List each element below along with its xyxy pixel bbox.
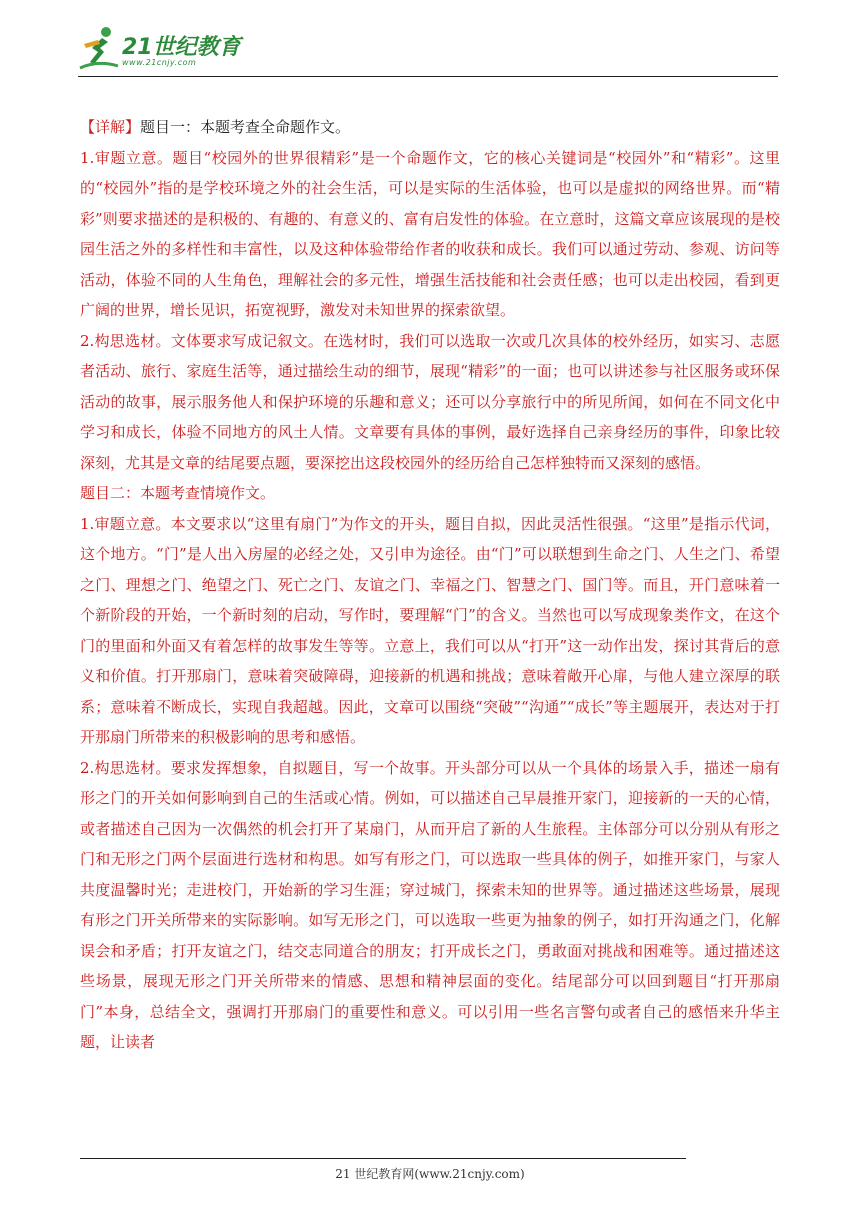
header-divider — [78, 76, 778, 77]
logo-text: 21世纪教育 — [122, 35, 241, 60]
page-header — [78, 24, 778, 80]
paragraph — [80, 112, 780, 143]
document-body — [80, 112, 780, 1058]
runner-logo-icon — [78, 24, 122, 72]
paragraph-text: 2.构思选材。要求发挥想象，自拟题目，写一个故事。开头部分可以从一个具体的场景入手，描述一扇有形之门的开关如何影响到自己的生活或心情。例如，可以描述自己早晨推开家门，迎接新的一天的心情，或者描述自己因为一次偶然的机会打开了某扇门，从而开启了新的人生旅程。主体部分可以分别从有形之门和无形之门两个层面进行选材和构思。如写有形之门，可以选取一些具体的例子，如推开家门，与家人共度温馨时光；走进校门，开始新的学习生涯；穿过城门，探索未知的世界等。通过描述这些场景，展现有形之门开关所带来的实际影响。如写无形之门，可以选取一些更为抽象的例子，如打开沟通之门，化解误会和矛盾；打开友谊之门，结交志同道合的朋友；打开成长之门，勇敢面对挑战和困难等。通过描述这些场景，展现无形之门开关所带来的情感、思想和精神层面的变化。结尾部分可以回到题目“打开那扇门”本身，总结全文，强调打开那扇门的重要性和意义。可以引用一些名言警句或者自己的感悟来升华主题，让读者 — [80, 758, 780, 1051]
footer-divider — [80, 1158, 686, 1159]
detail-label: 【详解】 — [80, 118, 141, 136]
paragraph-text: 1.审题立意。题目“校园外的世界很精彩”是一个命题作文，它的核心关键词是“校园外”和“精彩”。这里的“校园外”指的是学校环境之外的社会生活，可以是实际的生活体验，也可以是虚拟的网络世界。而“精彩”则要求描述的是积极的、有趣的、有意义的、富有启发性的体验。在立意时，这篇文章应该展现的是校园生活之外的多样性和丰富性，以及这种体验带给作者的收获和成长。我们可以通过劳动、参观、访问等活动，体验不同的人生角色，理解社会的多元性，增强生活技能和社会责任感；也可以走出校园，看到更广阔的世界，增长见识，拓宽视野，激发对未知世界的探索欲望。 — [80, 148, 780, 319]
paragraph — [80, 478, 780, 509]
paragraph-text: 题目二：本题考查情境作文。 — [80, 484, 276, 502]
paragraph — [80, 143, 780, 326]
paragraph-text: 1.审题立意。本文要求以“这里有扇门”为作文的开头，题目自拟，因此灵活性很强。“这里”是指示代词，这个地方。“门”是人出入房屋的必经之处，又引申为途径。由“门”可以联想到生命之门、人生之门、希望之门、理想之门、绝望之门、死亡之门、友谊之门、幸福之门、智慧之门、国门等。而且，开门意味着一个新阶段的开始，一个新时刻的启动，写作时，要理解“门”的含义。当然也可以写成现象类作文，在这个门的里面和外面又有着怎样的故事发生等等。立意上，我们可以从“打开”这一动作出发，探讨其背后的意义和价值。打开那扇门，意味着突破障碍，迎接新的机遇和挑战；意味着敞开心扉，与他人建立深厚的联系；意味着不断成长，实现自我超越。因此，文章可以围绕“突破”“沟通”“成长”等主题展开，表达对于打开那扇门所带来的积极影响的思考和感悟。 — [80, 514, 780, 746]
paragraph-text: 2.构思选材。文体要求写成记叙文。在选材时，我们可以选取一次或几次具体的校外经历，如实习、志愿者活动、旅行、家庭生活等，通过描绘生动的细节，展现“精彩”的一面；也可以讲述参与社区服务或环保活动的故事，展示服务他人和保护环境的乐趣和意义；还可以分享旅行中的所见所闻，如何在不同文化中学习和成长，体验不同地方的风土人情。文章要有具体的事例，最好选择自己亲身经历的事件，印象比较深刻，尤其是文章的结尾要点题，要深挖出这段校园外的经历给自己怎样独特而又深刻的感悟。 — [80, 331, 780, 472]
paragraph-text: 题目一：本题考查全命题作文。 — [140, 118, 351, 136]
logo-url: www.21cnjy.com — [122, 58, 197, 67]
paragraph — [80, 753, 780, 1058]
page-footer: 21 世纪教育网(www.21cnjy.com) — [335, 1167, 525, 1181]
paragraph — [80, 509, 780, 753]
site-logo — [78, 24, 248, 76]
paragraph — [80, 326, 780, 479]
